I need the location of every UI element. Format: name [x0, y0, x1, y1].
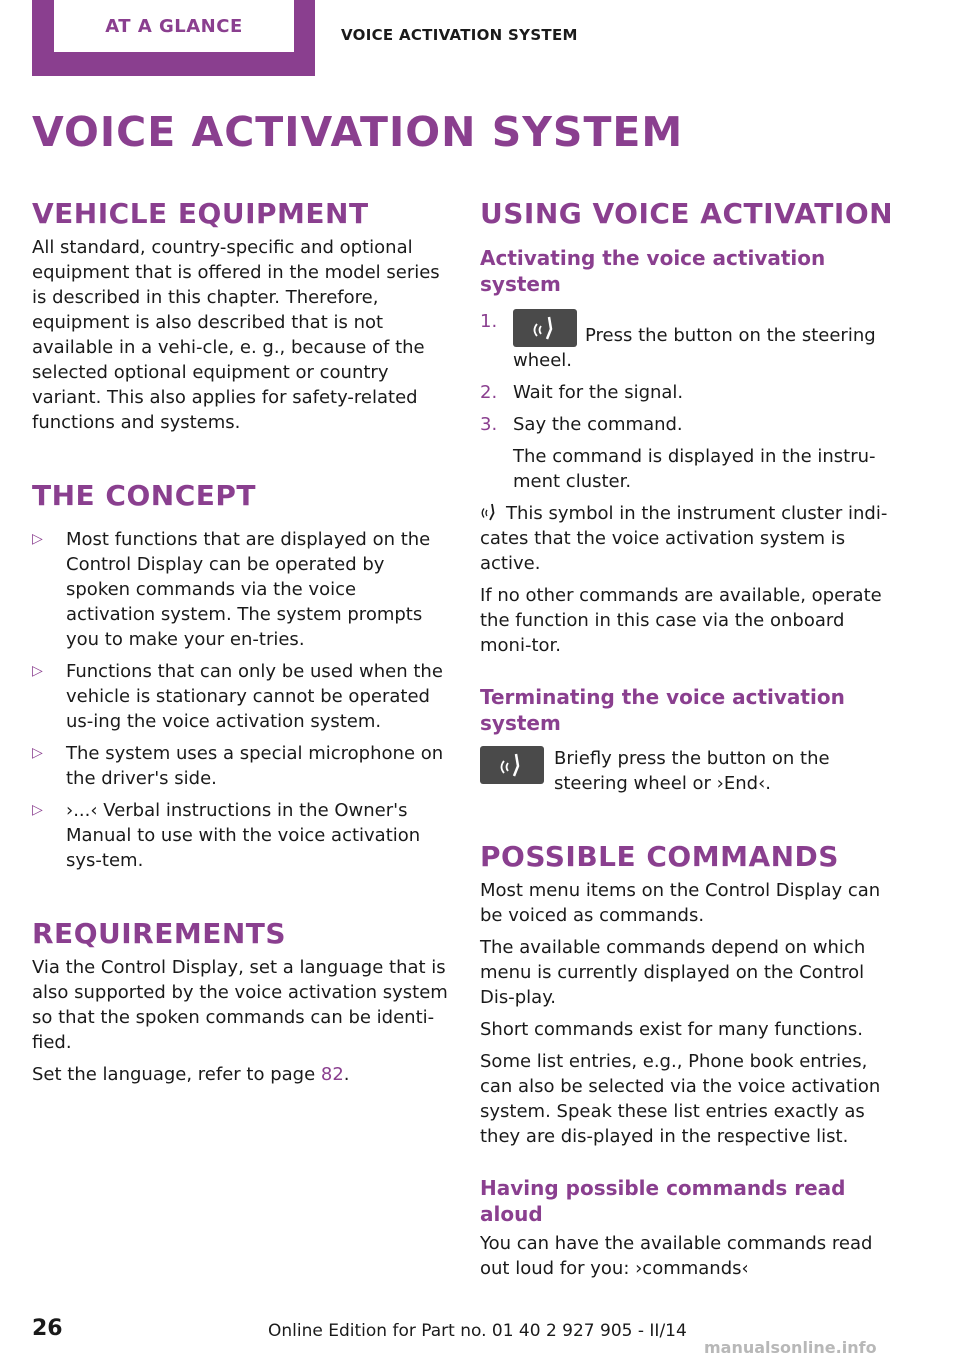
activation-steps [480, 309, 898, 494]
triangle-right-icon: ▷ [32, 802, 43, 818]
read-aloud-text: You can have the available commands read out loud for you: ›commands‹ [480, 1233, 873, 1279]
watermark: manualsonline.info [704, 1338, 877, 1357]
edition-footer: Online Edition for Part no. 01 40 2 927 905 - II/14 [268, 1321, 687, 1341]
voice-active-symbol-icon [480, 502, 500, 522]
concept-section [32, 477, 450, 873]
left-column [32, 195, 450, 1094]
bullet-text: Most functions that are displayed on the Control Display can be operated by spoken commands via the voice activation system. The system prompts you to make your en‐tries. [66, 529, 431, 650]
terminating-text: Briefly press the button on the steering wheel or ›End‹. [554, 748, 830, 794]
page-number: 26 [32, 1316, 63, 1341]
vehicle-equipment-section [32, 195, 450, 435]
step3-note: The command is displayed in the instru‐ment cluster. [513, 446, 876, 492]
activating-heading: Activating the voice activation system [480, 246, 826, 296]
triangle-right-icon: ▷ [32, 663, 43, 679]
list-item [480, 309, 898, 373]
step-text: Wait for the signal. [513, 382, 684, 403]
step-text: Press the button on the steering wheel. [513, 325, 876, 371]
no-commands-text: If no other commands are available, operate the function in this case via the onboard moni‐tor. [480, 585, 882, 656]
list-item [480, 412, 898, 494]
commands-p4: Some list entries, e.g., Phone book entries, can also be selected via the voice activation system. Speak these list entries exactly as they are dis‐played in the respective list. [480, 1051, 881, 1147]
requirements-body: Via the Control Display, set a language that is also supported by the voice activation system so that the spoken commands can be identi‐fied. [32, 957, 448, 1053]
list-item [32, 527, 450, 652]
step-number: 1. [480, 311, 498, 332]
section-tab [32, 0, 315, 76]
section-tab-label: AT A GLANCE [105, 15, 243, 37]
using-voice-heading: USING VOICE ACTIVATION [480, 197, 894, 230]
breadcrumb: VOICE ACTIVATION SYSTEM [341, 26, 578, 44]
possible-commands-heading: POSSIBLE COMMANDS [480, 840, 839, 873]
right-column [480, 195, 898, 1288]
triangle-right-icon: ▷ [32, 531, 43, 547]
commands-p1: Most menu items on the Control Display can be voiced as commands. [480, 880, 881, 926]
commands-p3: Short commands exist for many functions. [480, 1019, 863, 1040]
concept-list [32, 527, 450, 873]
using-voice-section [480, 195, 898, 796]
vehicle-equipment-body: All standard, country-specific and optional equipment that is offered in the model series is described in this chapter. Therefore, equipment is also described that is not available in a vehi‐cle, e. g., because of the selected optional equipment or country variant. This also applies for safety-related functions and systems. [32, 237, 440, 433]
set-language-prefix: Set the language, refer to page [32, 1064, 321, 1085]
list-item [32, 741, 450, 791]
terminating-block [480, 746, 898, 796]
step-number: 3. [480, 414, 498, 435]
symbol-note-text: This symbol in the instrument cluster indi‐cates that the voice activation system is active. [480, 503, 888, 574]
list-item [32, 659, 450, 734]
commands-p2: The available commands depend on which menu is currently displayed on the Control Dis‐play. [480, 937, 866, 1008]
triangle-right-icon: ▷ [32, 745, 43, 761]
list-item [32, 798, 450, 873]
page-link[interactable]: 82 [320, 1064, 344, 1085]
step-text: Say the command. [513, 414, 683, 435]
possible-commands-section [480, 838, 898, 1281]
requirements-section [32, 915, 450, 1087]
step-number: 2. [480, 382, 498, 403]
bullet-text: The system uses a special microphone on the driver's side. [66, 743, 444, 789]
bullet-text: Functions that can only be used when the vehicle is stationary cannot be operated us‐ing the voice activation system. [66, 661, 443, 732]
voice-button-icon [480, 746, 544, 784]
bullet-text: ›...‹ Verbal instructions in the Owner's Manual to use with the voice activation sys‐tem. [66, 800, 421, 871]
section-tab-inner [54, 0, 294, 52]
set-language-suffix: . [343, 1064, 350, 1085]
requirements-heading: REQUIREMENTS [32, 917, 287, 950]
set-language-line [32, 1062, 450, 1087]
concept-heading: THE CONCEPT [32, 479, 256, 512]
vehicle-equipment-heading: VEHICLE EQUIPMENT [32, 197, 369, 230]
symbol-note-line [480, 501, 898, 576]
terminating-heading: Terminating the voice activation system [480, 685, 845, 735]
list-item [480, 380, 898, 405]
read-aloud-heading: Having possible commands read aloud [480, 1176, 846, 1226]
page-title: VOICE ACTIVATION SYSTEM [32, 108, 684, 156]
voice-button-icon [513, 309, 577, 347]
